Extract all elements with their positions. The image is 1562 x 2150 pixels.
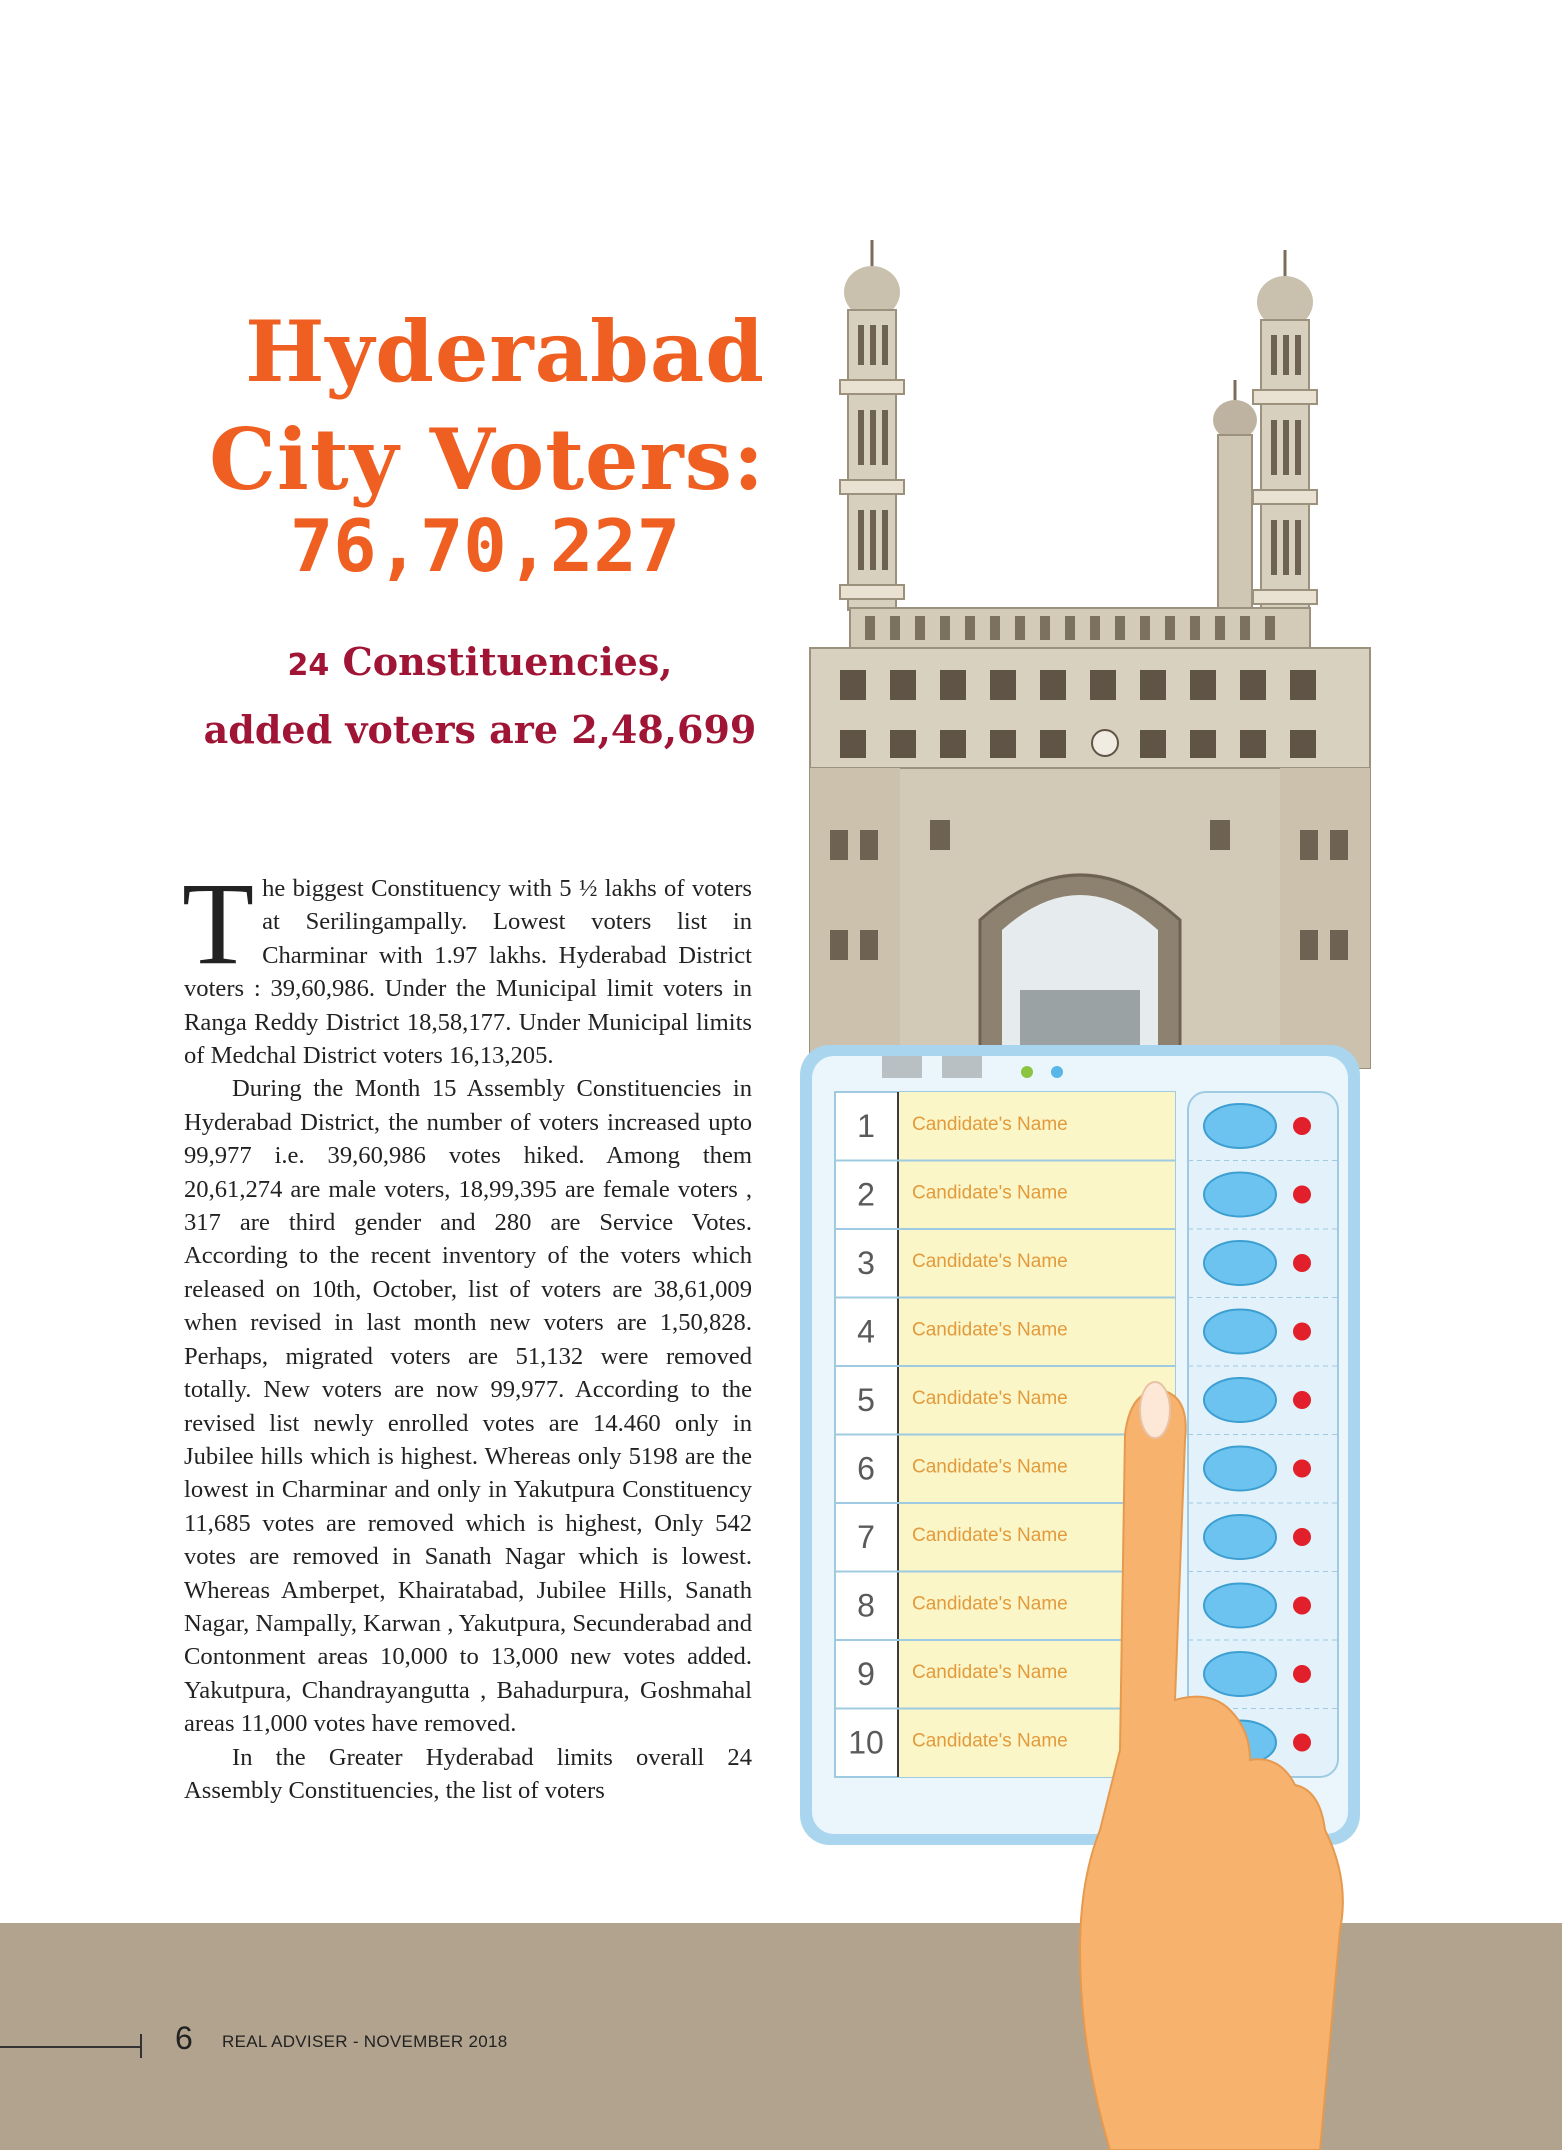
evm-candidate-name: Candidate's Name <box>912 1114 1068 1135</box>
subheadline-line-2: added voters are 2,48,699 <box>203 707 757 752</box>
evm-indicator-light <box>1293 1323 1311 1341</box>
evm-row-number: 3 <box>857 1245 875 1281</box>
evm-vote-button <box>1204 1584 1276 1628</box>
evm-candidate-name: Candidate's Name <box>912 1182 1068 1204</box>
headline-line-1: Hyderabad <box>245 302 765 401</box>
evm-indicator-light <box>1293 1391 1311 1409</box>
evm-vote-button <box>1204 1652 1276 1696</box>
evm-row-number: 4 <box>857 1313 875 1350</box>
evm-candidate-name: Candidate's Name <box>912 1662 1068 1683</box>
evm-candidate-name: Candidate's Name <box>912 1730 1068 1752</box>
evm-vote-button <box>1204 1378 1276 1422</box>
evm-row-number: 9 <box>857 1656 875 1692</box>
evm-vote-button <box>1204 1173 1276 1217</box>
evm-indicator-light <box>1293 1186 1311 1204</box>
evm-candidate-name: Candidate's Name <box>912 1593 1068 1615</box>
evm-candidate-name: Candidate's Name <box>912 1251 1068 1272</box>
footer-tick <box>140 2034 142 2058</box>
evm-row-number: 7 <box>857 1519 875 1555</box>
publication-line: REAL ADVISER - NOVEMBER 2018 <box>222 2032 508 2051</box>
evm-vote-button <box>1204 1310 1276 1354</box>
evm-indicator-light <box>1293 1528 1311 1546</box>
evm-row-number: 5 <box>857 1382 875 1418</box>
evm-indicator-light <box>1293 1254 1311 1272</box>
drop-cap: T <box>182 858 255 989</box>
subheadline-rest: Constituencies, <box>329 639 673 684</box>
evm-indicator-light <box>1293 1460 1311 1478</box>
evm-row-number: 10 <box>848 1724 884 1761</box>
evm-row-number: 2 <box>857 1176 875 1213</box>
evm-indicator-light <box>1293 1665 1311 1683</box>
evm-candidate-name: Candidate's Name <box>912 1456 1068 1478</box>
evm-vote-button <box>1204 1241 1276 1285</box>
evm-vote-button <box>1204 1104 1276 1148</box>
headline-line-2: City Voters: <box>209 410 765 509</box>
evm-row-number: 1 <box>857 1108 875 1144</box>
evm-vote-button <box>1204 1447 1276 1491</box>
evm-vote-button <box>1204 1515 1276 1559</box>
evm-row-number: 8 <box>857 1587 875 1624</box>
total-voters: 76,70,227 <box>289 504 681 588</box>
article-body <box>182 858 752 1807</box>
evm-indicator-light <box>1293 1734 1311 1752</box>
page-number: 6 <box>175 2020 193 2056</box>
evm-machine <box>800 1045 1360 1845</box>
evm-candidate-name: Candidate's Name <box>912 1388 1068 1409</box>
evm-candidate-name: Candidate's Name <box>912 1525 1068 1546</box>
footer-rule <box>0 2046 140 2048</box>
subheadline-line-1 <box>180 630 780 698</box>
evm-candidate-name: Candidate's Name <box>912 1319 1068 1341</box>
headline <box>150 298 765 514</box>
evm-indicator-light <box>1293 1117 1311 1135</box>
constituency-count: 24 <box>287 648 330 683</box>
evm-indicator-light <box>1293 1597 1311 1615</box>
article-paragraph-1: he biggest Constituency with 5 ½ lakhs of voters at Serilingampally. Lowest voters list in Charminar with 1.97 lakhs. Hyderabad District voters : 39,60,986. Under the Municipal limit voters in Ranga Reddy District 18,58,177. Under Municipal limits of Medchal District voters 16,13,205. <box>184 875 752 1070</box>
charminar-icon <box>810 240 1370 1068</box>
article-paragraph-2: During the Month 15 Assembly Constituencies in Hyderabad District, the number of voters increased upto 99,977 i.e. 39,60,986 votes hiked. Among them 20,61,274 are male voters, 18,99,395 are female voters , 317 are third gender and 280 are Service Votes. According to the recent inventory of the voters which released on 10th, October, list of voters are 38,61,009 when revised in last month new voters are 1,50,828. Perhaps, migrated voters are 51,132 were removed totally. New voters are now 99,977. According to the revised list newly enrolled votes are 14.460 only in Jubilee hills which is highest. Whereas only 5198 are the lowest in Charminar and only in Yakutpura Constituency 11,685 votes are removed which is highest, Only 542 votes are removed in Sanath Nagar which is lowest. Whereas Amberpet, Khairatabad, Jubilee Hills, Sanath Nagar, Nampally, Karwan , Yakutpura, Secunderabad and Contonment areas 10,000 to 13,000 new votes added. Yakutpura, Chandrayangutta , Bahadurpura, Goshmahal areas 11,000 votes have removed. <box>184 1075 752 1738</box>
evm-row-number: 6 <box>857 1450 875 1487</box>
article-paragraph-3: In the Greater Hyderabad limits overall 24 Assembly Constituencies, the list of voters <box>184 1743 752 1804</box>
subheadline <box>180 630 780 762</box>
charminar-evm-illustration <box>780 230 1430 2150</box>
